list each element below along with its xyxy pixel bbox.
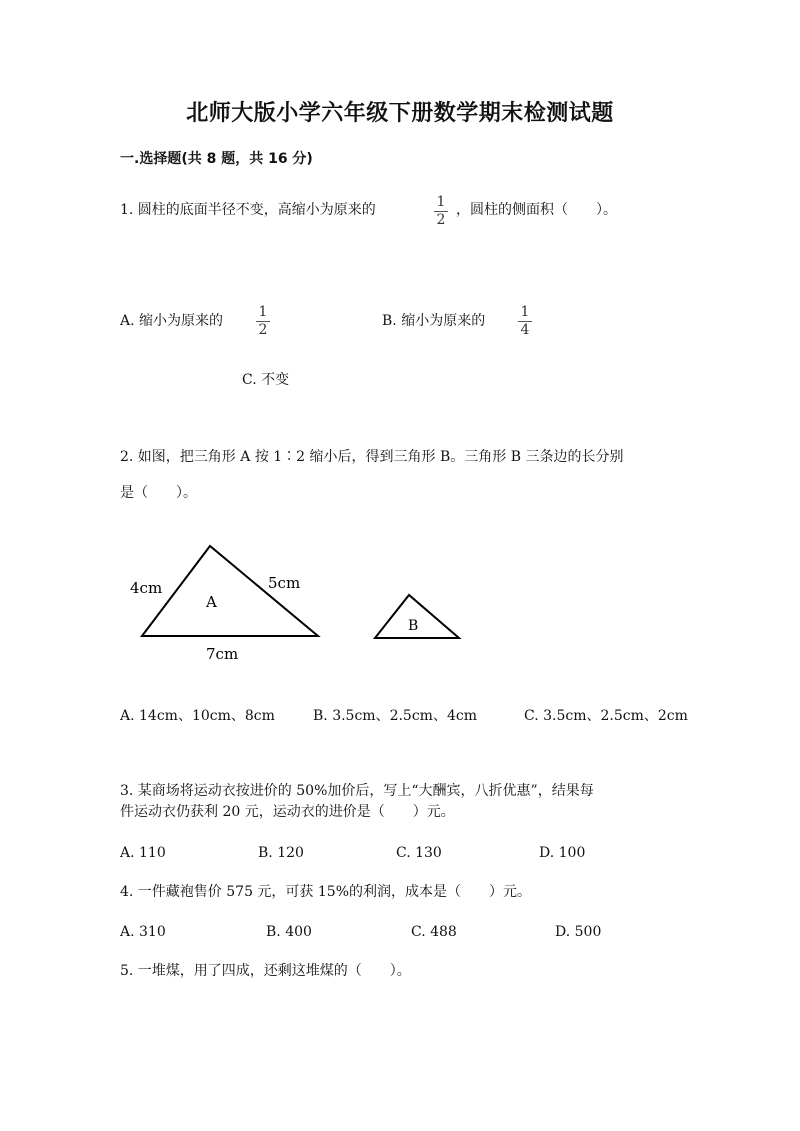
q1-stem-before: 1. 圆柱的底面半径不变，高缩小为原来的 xyxy=(120,202,376,218)
q1-frac-num: 1 xyxy=(436,194,446,210)
q4-option-b: B. 400 xyxy=(266,924,312,940)
q1-frac-den: 2 xyxy=(436,212,446,228)
q4-stem: 4. 一件藏袍售价 575 元，可获 15%的利润，成本是（ ）元。 xyxy=(120,884,531,900)
side-right-label: 5cm xyxy=(268,574,301,592)
q1-option-b: B. 缩小为原来的 xyxy=(382,313,486,329)
page-title: 北师大版小学六年级下册数学期末检测试题 xyxy=(186,100,614,126)
q2-stem-line2: 是（ ）。 xyxy=(120,485,197,501)
frac-num: 1 xyxy=(520,304,530,320)
q5-stem: 5. 一堆煤，用了四成，还剩这堆煤的（ ）。 xyxy=(120,963,411,979)
q4-option-a: A. 310 xyxy=(120,924,166,940)
q3-option-d: D. 100 xyxy=(539,845,586,861)
triangle-a-label: A xyxy=(206,593,217,611)
side-left-label: 4cm xyxy=(130,579,163,597)
q1-option-c: C. 不变 xyxy=(242,372,290,388)
section-heading: 一.选择题(共 8 题，共 16 分) xyxy=(120,151,313,167)
q3-option-a: A. 110 xyxy=(120,845,166,861)
q2-option-a: A. 14cm、10cm、8cm xyxy=(120,708,275,724)
triangle-b-label: B xyxy=(408,618,419,634)
q2-stem-line1: 2. 如图，把三角形 A 按 1∶2 缩小后，得到三角形 B。三角形 B 三条边的长分别 xyxy=(120,449,624,465)
frac-den: 4 xyxy=(520,322,530,338)
q2-option-b: B. 3.5cm、2.5cm、4cm xyxy=(313,708,477,724)
q1-option-a: A. 缩小为原来的 xyxy=(120,313,224,329)
q3-option-b: B. 120 xyxy=(258,845,304,861)
frac-num: 1 xyxy=(258,304,268,320)
q4-option-c: C. 488 xyxy=(411,924,457,940)
q2-option-c: C. 3.5cm、2.5cm、2cm xyxy=(524,708,688,724)
frac-den: 2 xyxy=(258,322,268,338)
side-bottom-label: 7cm xyxy=(206,645,239,663)
q3-stem-line2: 件运动衣仍获利 20 元，运动衣的进价是（ ）元。 xyxy=(120,804,455,820)
q1-stem-after: ，圆柱的侧面积（ ）。 xyxy=(456,202,617,218)
q4-option-d: D. 500 xyxy=(555,924,602,940)
q3-stem-line1: 3. 某商场将运动衣按进价的 50%加价后，写上“大酬宾，八折优惠”，结果每 xyxy=(120,783,594,799)
q3-option-c: C. 130 xyxy=(396,845,442,861)
